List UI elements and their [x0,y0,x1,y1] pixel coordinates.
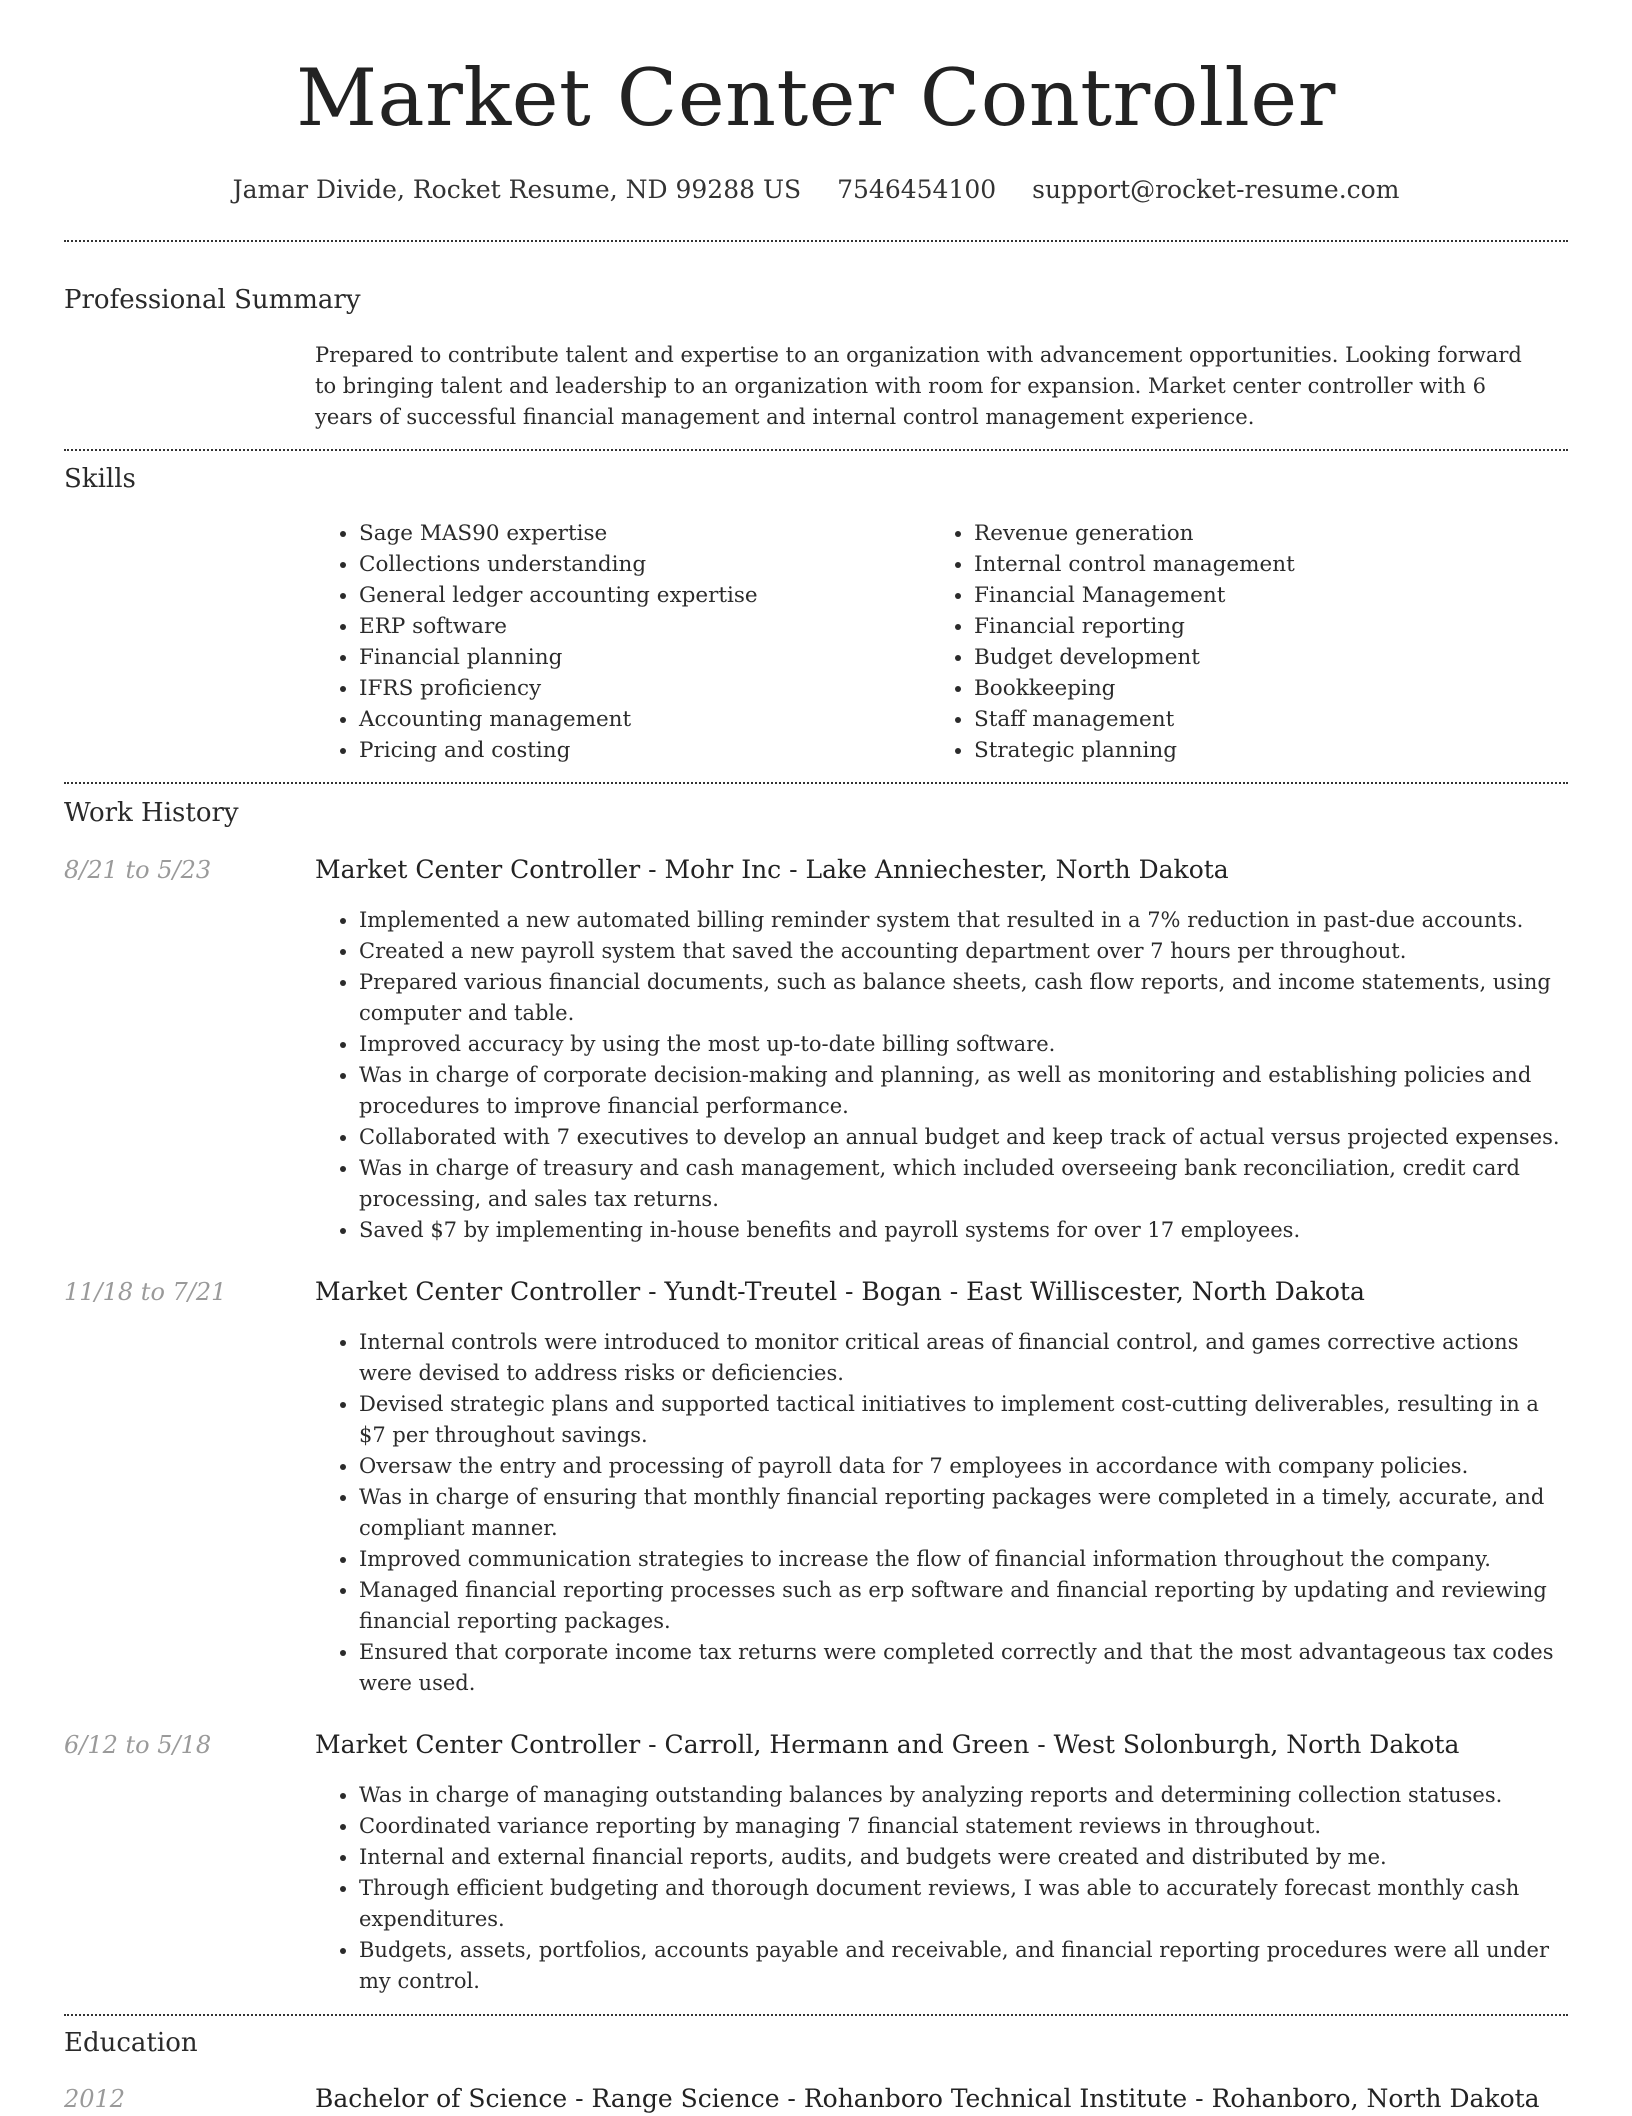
job-bullet: • Improved communication strategies to increase the flow of financial information throughout the company. [359,1544,1565,1575]
summary-text: Prepared to contribute talent and expertise to an organization with advancement opportunities. Looking forward to bringing talent and leadership to an organization with room for expansion. Market center controller with 6 years of successful financial management and internal control management experience. [315,343,1522,429]
skill-item: • Financial planning [359,642,758,673]
skill-item: • Revenue generation [974,518,1295,549]
education-degree: Bachelor of Science - Range Science - Rohanboro Technical Institute - Rohanboro, North Dakota [315,2084,1540,2113]
contact-email: support@rocket-resume.com [1032,175,1400,204]
divider [64,2014,1568,2016]
skill-item: • General ledger accounting expertise [359,580,758,611]
job-bullet: • Internal controls were introduced to monitor critical areas of financial control, and games corrective actions were devised to address risks or deficiencies. [359,1327,1565,1389]
resume-name: Market Center Controller [296,52,1336,144]
contact-phone: 7546454100 [837,175,997,204]
skill-item: • Bookkeeping [974,673,1295,704]
skill-item: • Financial reporting [974,611,1295,642]
job-title: Market Center Controller - Mohr Inc - Lake Anniechester, North Dakota [315,855,1229,884]
job-bullet: • Was in charge of ensuring that monthly financial reporting packages were completed in a timely, accurate, and compliant manner. [359,1482,1565,1544]
education-year: 2012 [64,2085,126,2113]
job-bullet: • Was in charge of treasury and cash management, which included overseeing bank reconciliation, credit card processing, and sales tax returns. [359,1153,1565,1215]
job-bullet: • Improved accuracy by using the most up-to-date billing software. [359,1029,1565,1060]
job-bullet: • Managed financial reporting processes such as erp software and financial reporting by updating and reviewing financial reporting packages. [359,1575,1565,1637]
section-title-skills: Skills [64,464,136,494]
section-title-summary: Professional Summary [64,285,361,315]
job-bullet: • Implemented a new automated billing reminder system that resulted in a 7% reduction in past-due accounts. [359,905,1565,936]
section-title-education: Education [64,2028,198,2058]
divider [64,782,1568,784]
skill-item: • Budget development [974,642,1295,673]
job-bullet: • Was in charge of managing outstanding balances by analyzing reports and determining collection statuses. [359,1780,1565,1811]
job-bullet: • Created a new payroll system that saved the accounting department over 7 hours per throughout. [359,936,1565,967]
skill-item: • ERP software [359,611,758,642]
skills-list-left [315,518,758,766]
job-bullet: • Internal and external financial reports, audits, and budgets were created and distributed by me. [359,1842,1565,1873]
contact-line [0,170,1632,210]
skill-item: • Strategic planning [974,735,1295,766]
job-dates: 6/12 to 5/18 [64,1731,212,1759]
job-title: Market Center Controller - Carroll, Hermann and Green - West Solonburgh, North Dakota [315,1730,1460,1759]
job-bullet: • Coordinated variance reporting by managing 7 financial statement reviews in throughout. [359,1811,1565,1842]
section-title-work: Work History [64,798,239,828]
job-bullet: • Collaborated with 7 executives to develop an annual budget and keep track of actual versus projected expenses. [359,1122,1565,1153]
skills-list-right [930,518,1295,766]
divider [64,449,1568,451]
job-bullet: • Was in charge of corporate decision-making and planning, as well as monitoring and establishing policies and procedures to improve financial performance. [359,1060,1565,1122]
contact-address: Jamar Divide, Rocket Resume, ND 99288 US [232,175,802,204]
skill-item: • Accounting management [359,704,758,735]
job-bullet: • Budgets, assets, portfolios, accounts payable and receivable, and financial reporting procedures were all under my control. [359,1935,1565,1997]
job-bullets [315,1327,1565,1699]
job-dates: 11/18 to 7/21 [64,1278,227,1306]
skill-item: • Internal control management [974,549,1295,580]
job-bullets [315,905,1565,1246]
skill-item: • Staff management [974,704,1295,735]
skill-item: • Pricing and costing [359,735,758,766]
job-dates: 8/21 to 5/23 [64,856,212,884]
job-bullet: • Through efficient budgeting and thorough document reviews, I was able to accurately forecast monthly cash expenditures. [359,1873,1565,1935]
job-bullets [315,1780,1565,1997]
skill-item: • Collections understanding [359,549,758,580]
job-bullet: • Devised strategic plans and supported tactical initiatives to implement cost-cutting deliverables, resulting in a $7 per throughout savings. [359,1389,1565,1451]
job-bullet: • Prepared various financial documents, such as balance sheets, cash flow reports, and income statements, using computer and table. [359,967,1565,1029]
job-title: Market Center Controller - Yundt-Treutel - Bogan - East Williscester, North Dakota [315,1277,1365,1306]
divider [64,240,1568,242]
job-bullet: • Oversaw the entry and processing of payroll data for 7 employees in accordance with company policies. [359,1451,1565,1482]
job-bullet: • Saved $7 by implementing in-house benefits and payroll systems for over 17 employees. [359,1215,1565,1246]
skill-item: • IFRS proficiency [359,673,758,704]
job-bullet: • Ensured that corporate income tax returns were completed correctly and that the most advantageous tax codes were used. [359,1637,1565,1699]
skill-item: • Financial Management [974,580,1295,611]
skill-item: • Sage MAS90 expertise [359,518,758,549]
